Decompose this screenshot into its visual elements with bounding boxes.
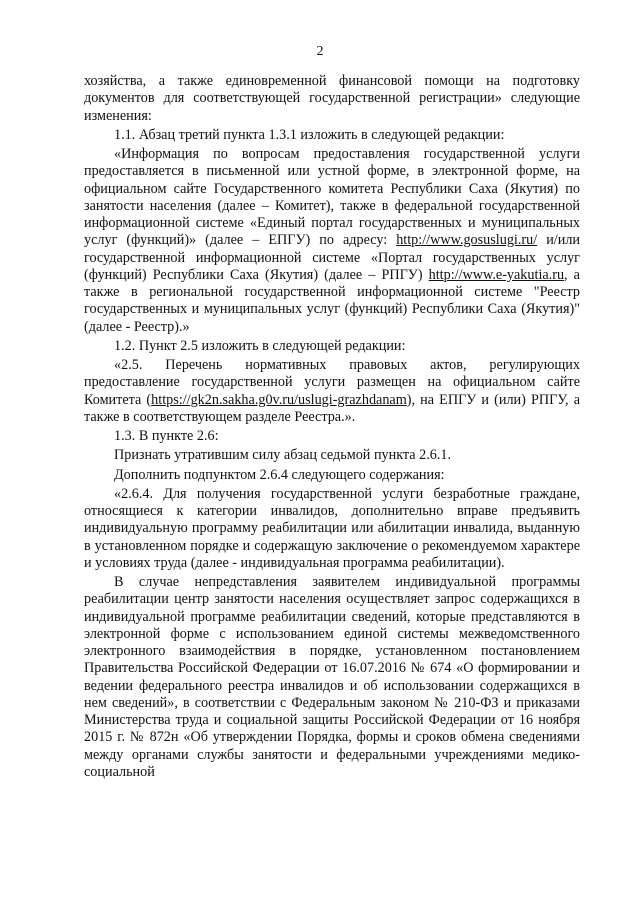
paragraph-text: Дополнить подпунктом 2.6.4 следующего содержания: [114,466,445,483]
page-number: 2 [316,44,324,59]
paragraph-text: 1.2. Пункт 2.5 изложить в следующей редакции: [114,337,406,354]
paragraph-text: «2.5. Перечень нормативных правовых актов, регулирующих предоставление государственной услуги размещен на официальном сайте Комитета ( [84,357,580,408]
paragraph-text: хозяйства, а также единовременной финансовой помощи на подготовку документов для соответствующей государственной регистрации» следующие изменения: [84,73,580,124]
paragraph-void-para [84,447,580,464]
paragraph-item-1-2 [84,338,580,355]
paragraph-text: 1.3. В пункте 2.6: [114,428,219,444]
paragraph-item-1-3 [84,428,580,445]
paragraph-text: «Информация по вопросам предоставления государственной услуги предоставляется в письменной или устной форме, в электронной форме, на официальном сайте Государственного комитета Республики Саха (Якутия) по занятости населения (далее – Комитет), также в федеральной государственной информационной системе «Единый портал государственных и муниципальных услуг (функций)» (далее – ЕПГУ) по адресу: [84,146,580,249]
paragraph-text: и/или государственной информационной системе «Портал государственных услуг (функций) Республики Саха (Якутия) (далее – РПГУ) [84,232,580,283]
document-link[interactable]: https://gk2n.sakha.g0v.ru/uslugi-grazhdanam [151,391,407,408]
paragraph-quote-1 [84,146,580,336]
paragraph-add-para [84,467,580,484]
paragraph-text: ), на ЕПГУ и (или) РПГУ, а также в соответствующем разделе Реестра.». [84,391,581,425]
document-body [84,73,580,781]
paragraph-quote-3 [84,486,580,572]
paragraph-item-1-1 [84,127,580,144]
document-link[interactable]: http://www.gosuslugi.ru/ [396,232,538,249]
paragraph-text: 1.1. Абзац третий пункта 1.3.1 изложить в следующей редакции: [114,126,505,143]
paragraph-text: Признать утратившим силу абзац седьмой пункта 2.6.1. [114,447,452,464]
paragraph-text: «2.6.4. Для получения государственной услуги безработные граждане, относящиеся к категории инвалидов, дополнительно вправе предъявить индивидуальную программу реабилитации или абилитации инвалида, выданную в установленном порядке и содержащую заключение о рекомендуемом характере и условиях труда (далее - индивидуальная программа реабилитации). [84,485,580,571]
paragraph-final [84,574,580,781]
document-link[interactable]: http://www.e-yakutia.ru [428,266,565,283]
paragraph-text: , а также в региональной государственной информационной системе "Реестр государственных и муниципальных услуг (функций) Республики Саха (Якутия)" (далее - Реестр).» [84,266,580,335]
paragraph-text: В случае непредставления заявителем индивидуальной программы реабилитации центр занятости населения осуществляет запрос содержащихся в индивидуальной программе реабилитации сведений, которые представляются в электронной форме с использованием единой системы межведомственного электронного взаимодействия в порядке, установленном постановлением Правительства Российской Федерации от 16.07.2016 № 674 «О формировании и ведении федерального реестра инвалидов и об использовании содержащихся в нем сведений», в соответствии с Федеральным законом № 210-ФЗ и приказами Министерства труда и социальной защиты Российской Федерации от 16 ноября 2015 г. № 872н «Об утверждении Порядка, формы и сроков обмена сведениями между органами службы занятости и федеральными учреждениями медико-социальной [84,574,580,780]
paragraph-intro [84,73,580,125]
paragraph-quote-2 [84,357,580,426]
